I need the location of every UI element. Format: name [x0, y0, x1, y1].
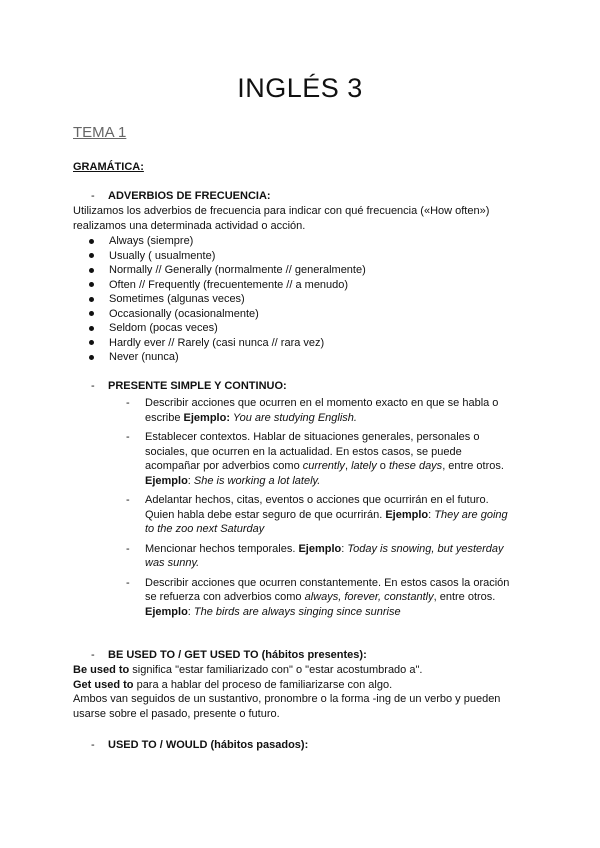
bullet-icon [89, 326, 94, 331]
bullet-icon [89, 340, 94, 345]
list-item: - Adelantar hechos, citas, eventos o acciones que ocurrirán en el futuro. Quien habla debe estar seguro de que ocurrirán. Ejemplo: They are going to the zoo next Saturday [126, 494, 508, 535]
example-label: Ejemplo [145, 474, 188, 487]
example-label: Ejemplo [385, 508, 429, 521]
be-used-to-explanation [73, 663, 543, 721]
list-item: Occasionally (ocasionalmente) [89, 307, 366, 322]
bullet-icon [89, 239, 94, 244]
section-title: ADVERBIOS DE FRECUENCIA: [108, 190, 271, 202]
list-item: - Describir acciones que ocurren en el momento exacto en que se habla o escribe Ejemplo: You are studying English. [126, 397, 499, 424]
list-item: Hardly ever // Rarely (casi nunca // rara vez) [89, 336, 366, 351]
bullet-icon [89, 311, 94, 316]
list-item: - Establecer contextos. Hablar de situaciones generales, personales o sociales, que ocurren en la actualidad. En estos casos, se puede acompañar por adverbios como currently, lately o these days, entre otros. Ejemplo: She is working a lot lately. [126, 431, 504, 487]
example-label: Ejemplo [145, 605, 188, 618]
explanation-line: usarse sobre el pasado, presente o futuro. [73, 707, 280, 720]
bullet-icon [89, 282, 94, 287]
item-dash: - [126, 431, 130, 443]
example-text: You are studying English. [229, 411, 357, 424]
topic-heading: TEMA 1 [73, 124, 127, 141]
section-dash: - [91, 649, 95, 661]
example-text: She is working a lot lately. [193, 474, 321, 487]
list-item: - Mencionar hechos temporales. Ejemplo: Today is snowing, but yesterday was sunny. [126, 542, 504, 569]
section-title: USED TO / WOULD (hábitos pasados): [108, 739, 309, 751]
section-dash: - [91, 739, 95, 751]
frequency-adverb-list [89, 234, 366, 365]
explanation-line: Get used to para a hablar del proceso de familiarizarse con algo. [73, 678, 393, 691]
section-title: BE USED TO / GET USED TO (hábitos presentes): [108, 649, 367, 661]
list-item: Usually ( usualmente) [89, 249, 366, 264]
list-item: Normally // Generally (normalmente // generalmente) [89, 263, 366, 278]
present-uses-list [126, 396, 516, 624]
list-item: Often // Frequently (frecuentemente // a menudo) [89, 278, 366, 293]
item-dash: - [126, 576, 130, 589]
grammar-heading: GRAMÁTICA: [73, 161, 144, 173]
list-item: Never (nunca) [89, 350, 366, 365]
section-title: PRESENTE SIMPLE Y CONTINUO: [108, 380, 287, 392]
list-item: Always (siempre) [89, 234, 366, 249]
list-item: Seldom (pocas veces) [89, 321, 366, 336]
example-text: Today is snowing, but yesterday was sunny. [145, 542, 504, 569]
intro-line: realizamos una determinada actividad o acción. [73, 219, 306, 232]
intro-line: Utilizamos los adverbios de frecuencia para indicar con qué frecuencia («How often») [73, 205, 490, 217]
item-dash: - [126, 542, 130, 555]
list-item: Sometimes (algunas veces) [89, 292, 366, 307]
section-heading-be-used-to [91, 648, 367, 662]
section-dash: - [91, 190, 95, 202]
explanation-line: Be used to significa "estar familiarizado con" o "estar acostumbrado a". [73, 664, 423, 676]
section-heading-used-to-would [91, 738, 308, 752]
example-text: The birds are always singing since sunrise [193, 605, 401, 618]
section-heading-presente [91, 379, 287, 393]
section-dash: - [91, 380, 95, 392]
example-label: Ejemplo [298, 542, 342, 555]
example-text: They are going to the zoo next Saturday [145, 508, 508, 535]
adverbios-intro [73, 204, 533, 233]
bullet-icon [89, 297, 94, 302]
page-title: INGLÉS 3 [237, 73, 363, 103]
item-dash: - [126, 397, 130, 409]
example-label: Ejemplo: [183, 411, 230, 424]
explanation-line: Ambos van seguidos de un sustantivo, pronombre o la forma -ing de un verbo y pueden [73, 693, 501, 705]
section-heading-adverbios [91, 189, 271, 203]
bullet-icon [89, 268, 94, 273]
bullet-icon [89, 355, 94, 360]
bullet-icon [89, 253, 94, 258]
list-item: - Describir acciones que ocurren constantemente. En estos casos la oración se refuerza con adverbios como always, forever, constantly, entre otros. Ejemplo: The birds are always singing since sunrise [126, 576, 510, 618]
item-dash: - [126, 494, 130, 506]
